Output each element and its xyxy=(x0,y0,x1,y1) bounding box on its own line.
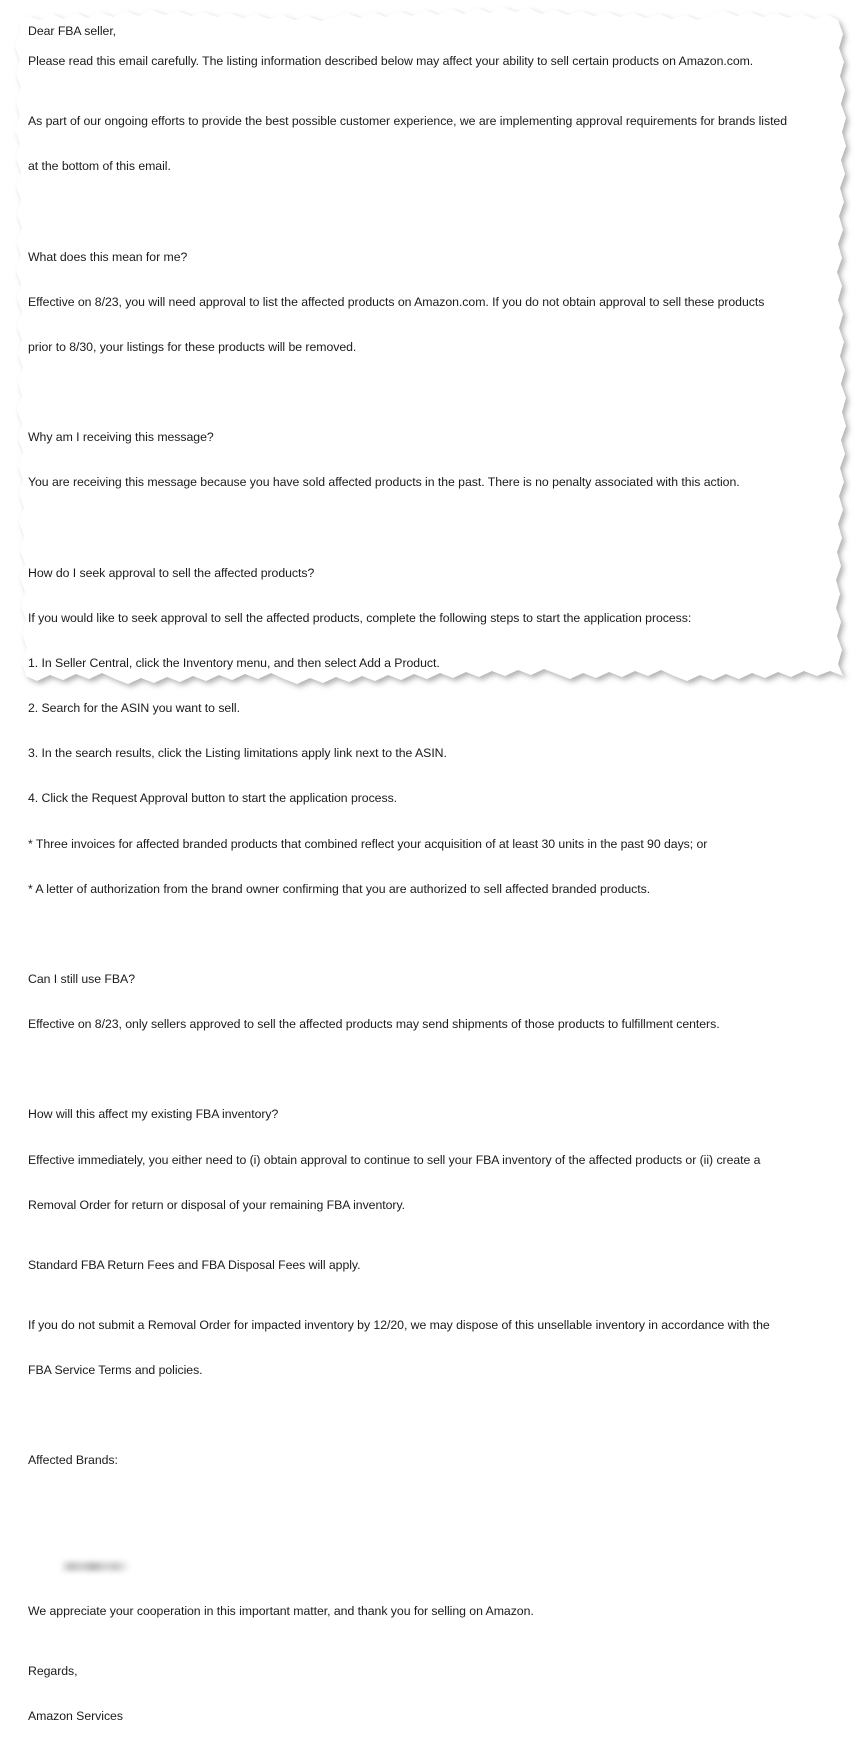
section-can-i-still-use-fba xyxy=(28,942,838,1062)
section-line: Removal Order for return or disposal of your remaining FBA inventory. xyxy=(28,1197,406,1212)
email-signature: Amazon Services xyxy=(28,1709,123,1724)
affected-brands-label: Affected Brands: xyxy=(28,1453,118,1468)
section-step-2: 2. Search for the ASIN you want to sell. xyxy=(28,701,240,716)
section-line: Effective on 8/23, you will need approval to list the affected products on Amazon.com. If you do not obtain approval to sell these products xyxy=(28,294,765,309)
email-intro: Please read this email carefully. The listing information described below may affect your ability to sell certain products on Amazon.com. xyxy=(28,54,754,69)
email-greeting: Dear FBA seller, xyxy=(28,24,117,38)
removal-order-notice xyxy=(28,1288,838,1408)
email-signature-block xyxy=(28,1634,838,1754)
section-line: Effective on 8/23, only sellers approved to sell the affected products may send shipments of those products to fulfillment centers. xyxy=(28,1017,720,1032)
section-line: If you would like to seek approval to sell the affected products, complete the following steps to start the application process: xyxy=(28,610,692,625)
section-bullet-1: * Three invoices for affected branded products that combined reflect your acquisition of at least 30 units in the past 90 days; or xyxy=(28,836,708,851)
fees-notice: Standard FBA Return Fees and FBA Disposal Fees will apply. xyxy=(28,1257,361,1272)
section-heading: Can I still use FBA? xyxy=(28,971,135,986)
section-what-does-this-mean xyxy=(28,220,838,386)
email-signoff: Regards, xyxy=(28,1664,78,1679)
affected-brands-block xyxy=(28,1423,838,1589)
email-purpose-line-1: As part of our ongoing efforts to provide the best possible customer experience, we are implementing approval requirements for brands listed xyxy=(28,114,788,129)
removal-notice-line-1: If you do not submit a Removal Order for impacted inventory by 12/20, we may dispose of this unsellable inventory in accordance with the xyxy=(28,1318,770,1333)
section-step-3: 3. In the search results, click the Listing limitations apply link next to the ASIN. xyxy=(28,746,447,761)
removal-notice-line-2: FBA Service Terms and policies. xyxy=(28,1363,203,1378)
section-bullet-2: * A letter of authorization from the brand owner confirming that you are authorized to sell affected branded products. xyxy=(28,881,651,896)
section-why-receiving xyxy=(28,400,838,520)
section-heading: How do I seek approval to sell the affected products? xyxy=(28,565,315,580)
section-line: You are receiving this message because you have sold affected products in the past. There is no penalty associated with this action. xyxy=(28,475,740,490)
section-heading: What does this mean for me? xyxy=(28,249,188,264)
section-heading: Why am I receiving this message? xyxy=(28,430,214,445)
affected-brands-redacted-row xyxy=(28,1544,838,1559)
section-existing-fba-inventory xyxy=(28,1077,838,1243)
email-closing: We appreciate your cooperation in this important matter, and thank you for selling on Amazon. xyxy=(28,1603,534,1618)
email-body xyxy=(28,24,838,1754)
section-step-1: 1. In Seller Central, click the Inventory menu, and then select Add a Product. xyxy=(28,655,440,670)
section-line: Effective immediately, you either need to (i) obtain approval to continue to sell your FBA inventory of the affected products or (ii) create a xyxy=(28,1152,761,1167)
email-purpose-line-2: at the bottom of this email. xyxy=(28,159,171,174)
section-line: prior to 8/30, your listings for these products will be removed. xyxy=(28,339,357,354)
redacted-brand-name xyxy=(62,1562,128,1571)
email-purpose xyxy=(28,84,838,204)
spacer-line xyxy=(28,1499,838,1514)
section-step-4: 4. Click the Request Approval button to start the application process. xyxy=(28,791,398,806)
section-heading: How will this affect my existing FBA inventory? xyxy=(28,1107,279,1122)
section-how-to-seek-approval xyxy=(28,536,838,927)
